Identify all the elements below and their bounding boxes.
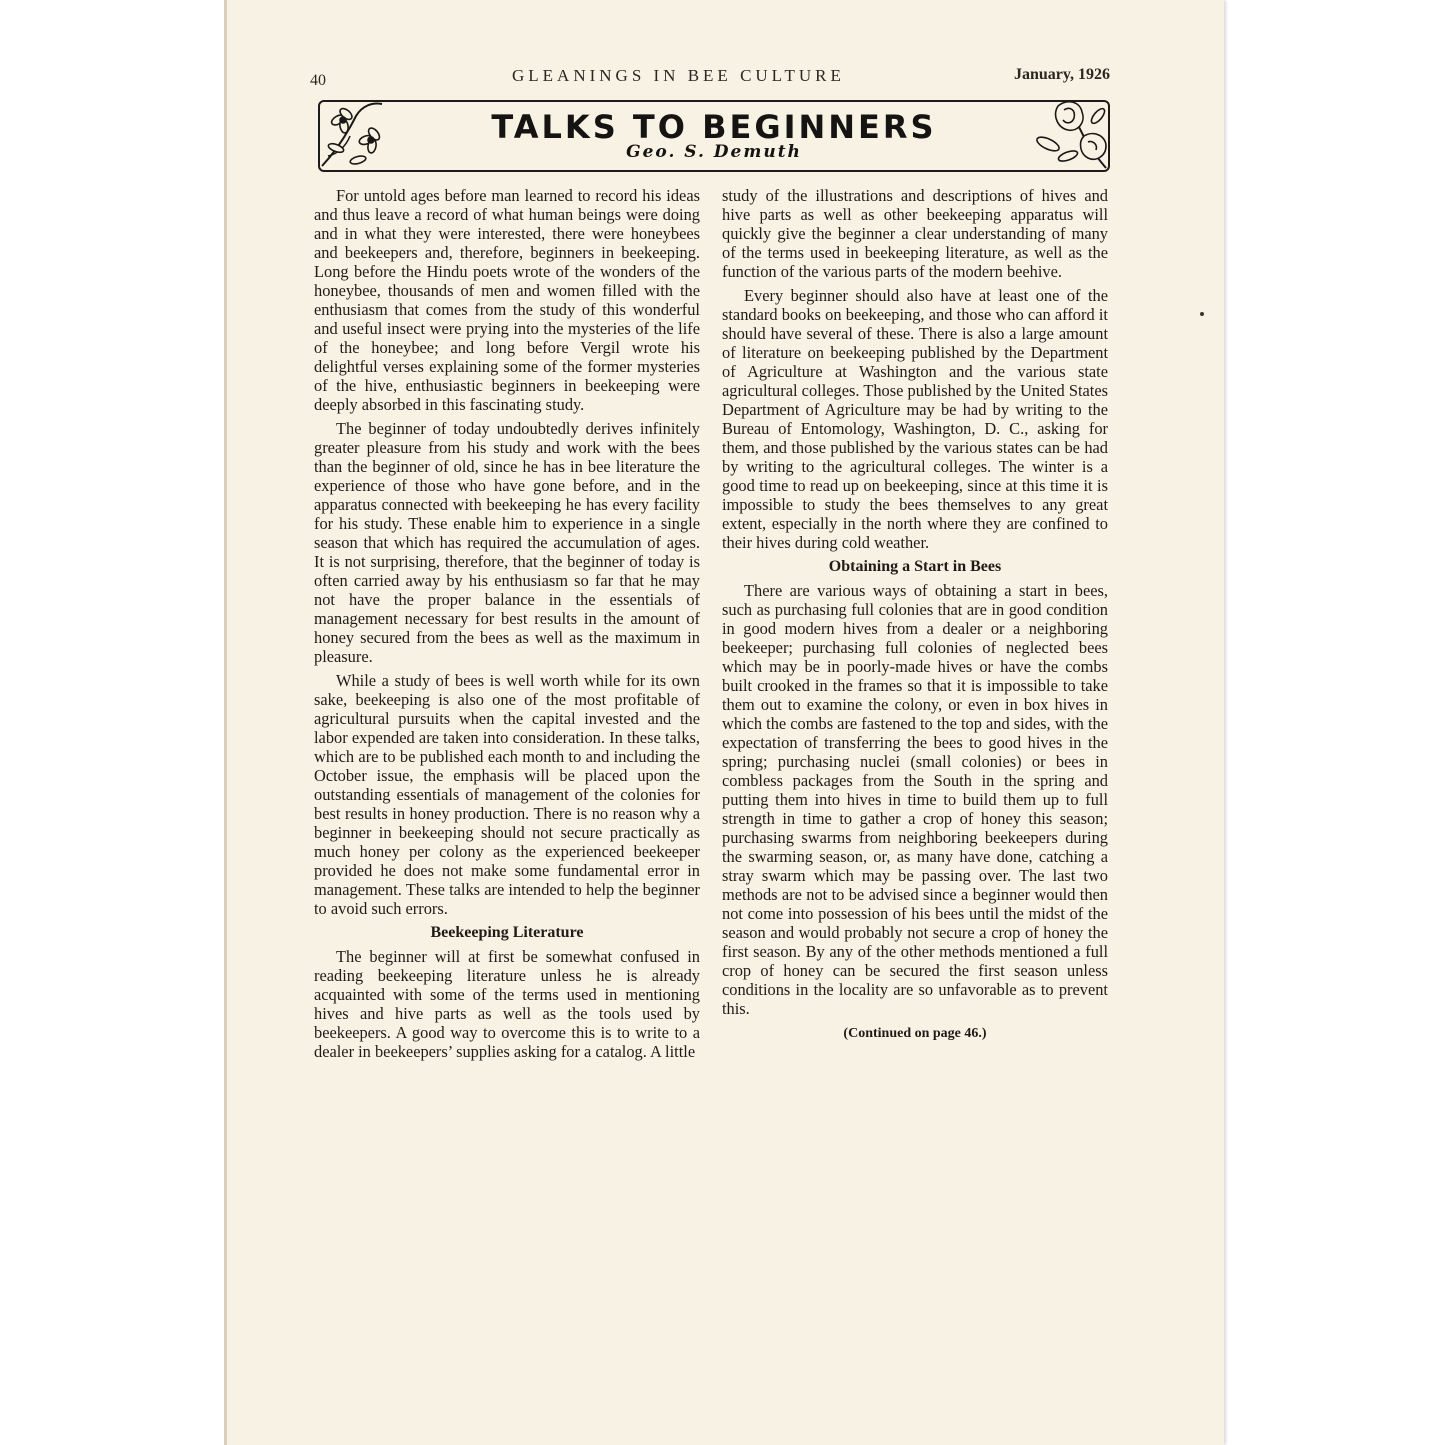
- paragraph-start-in-bees: There are various ways of obtaining a start in bees, such as purchasing full colonies that are in good condition in good modern hives from a dealer or a neighboring beekeeper; purchasing full colonies of neglected bees which may be in poorly-made hives or have the combs built crooked in the frames so that it is impossible to take them out to examine the colony, or even in box hives in which the combs are fastened to the top and sides, with the expectation of transferring the bees to good hives in the spring; purchasing nuclei (small colonies) or bees in combless packages from the South in the spring and putting them into hives in time to build them up to full strength in time to gather a crop of honey this season; purchasing swarms from neighboring beekeepers during the swarming season, or, as many have done, catching a stray swarm which may be passing over. The last two methods are not to be advised since a beginner would then not come into possession of his bees until the midst of the season and would probably not secure a crop of honey the first season. By any of the other methods mentioned a full crop of honey can be secured the first season unless conditions in the locality are so unfavorable as to prevent this.: [722, 581, 1108, 1018]
- article-banner: [318, 100, 1110, 172]
- journal-title: GLEANINGS IN BEE CULTURE: [512, 66, 845, 85]
- article-column-right: [722, 186, 1108, 1043]
- paragraph-intro: For untold ages before man learned to record his ideas and thus leave a record of what human beings were doing and in what they were interested, there were honeybees and beekeepers and, therefore, beginners in beekeeping. Long before the Hindu poets wrote of the wonders of the honeybee, thousands of men and women filled with the enthusiasm that comes from the study of this wonderful and useful insect were prying into the mysteries of the life of the honeybee; and long before Vergil wrote his delightful verses explaining some of the former mysteries of the hive, enthusiastic beginners in beekeeping were deeply absorbed in this fascinating study.: [314, 186, 700, 414]
- article-title: TALKS TO BEGINNERS: [491, 108, 937, 146]
- page-number: 40: [310, 72, 326, 89]
- paragraph-literature: The beginner will at first be somewhat confused in reading beekeeping literature unless he is already acquainted with some of the terms used in mentioning hives and hive parts as well as the tools used by beekeepers. A good way to overcome this is to write to a dealer in beekeepers’ supplies asking for a catalog. A little: [314, 947, 700, 1061]
- ink-speck: [1200, 312, 1204, 316]
- section-heading-start-in-bees: Obtaining a Start in Bees: [828, 558, 1002, 575]
- section-heading-literature: Beekeeping Literature: [430, 924, 584, 941]
- paragraph-beginner-today: The beginner of today undoubtedly derives infinitely greater pleasure from his study and work with the bees than the beginner of old, since he has in bee literature the experience of those who have gone before, and in the apparatus connected with beekeeping he has every facility for his study. These enable him to experience in a single season that which has required the accumulation of ages. It is not surprising, therefore, that the beginner of today is often carried away by his enthusiasm so far that he may not have the proper balance in the essentials of management necessary for best results in the amount of honey secured from the bees as well as the maximum in pleasure.: [314, 419, 700, 666]
- continued-note: (Continued on page 46.): [843, 1026, 987, 1041]
- running-head: [310, 66, 1110, 92]
- article-author: Geo. S. Demuth: [626, 142, 802, 162]
- issue-date: January, 1926: [1013, 66, 1110, 83]
- floral-ornament-right-icon: [1028, 96, 1112, 174]
- page-edge: [224, 0, 227, 1445]
- article-column-left: [314, 186, 700, 1066]
- paragraph-study-of-bees: While a study of bees is well worth while for its own sake, beekeeping is also one of the most profitable of agricultural pursuits when the capital invested and the labor expended are taken into consideration. In these talks, which are to be published each month to and including the October issue, the emphasis will be placed upon the outstanding essentials of management of the colonies for best results in honey production. There is no reason why a beginner in beekeeping should not secure practically as much honey per colony as the experienced beekeeper provided he does not make some fundamental error in management. These talks are intended to help the beginner to avoid such errors.: [314, 671, 700, 918]
- paragraph-standard-books: Every beginner should also have at least one of the standard books on beekeeping, and those who can afford it should have several of these. There is also a large amount of literature on beekeeping published by the Department of Agriculture at Washington and the various state agricultural colleges. Those published by the United States Department of Agriculture may be had by writing to the Bureau of Entomology, Washington, D. C., asking for them, and those published by the various states can be had by writing to the agricultural colleges. The winter is a good time to read up on beekeeping, since at this time it is impossible to study the bees themselves to any great extent, especially in the north where they are confined to their hives during cold weather.: [722, 286, 1108, 552]
- paragraph-literature-continued: study of the illustrations and descriptions of hives and hive parts as well as other beekeeping apparatus will quickly give the beginner a clear understanding of many of the terms used in beekeeping literature, as well as the function of the various parts of the modern beehive.: [722, 186, 1108, 281]
